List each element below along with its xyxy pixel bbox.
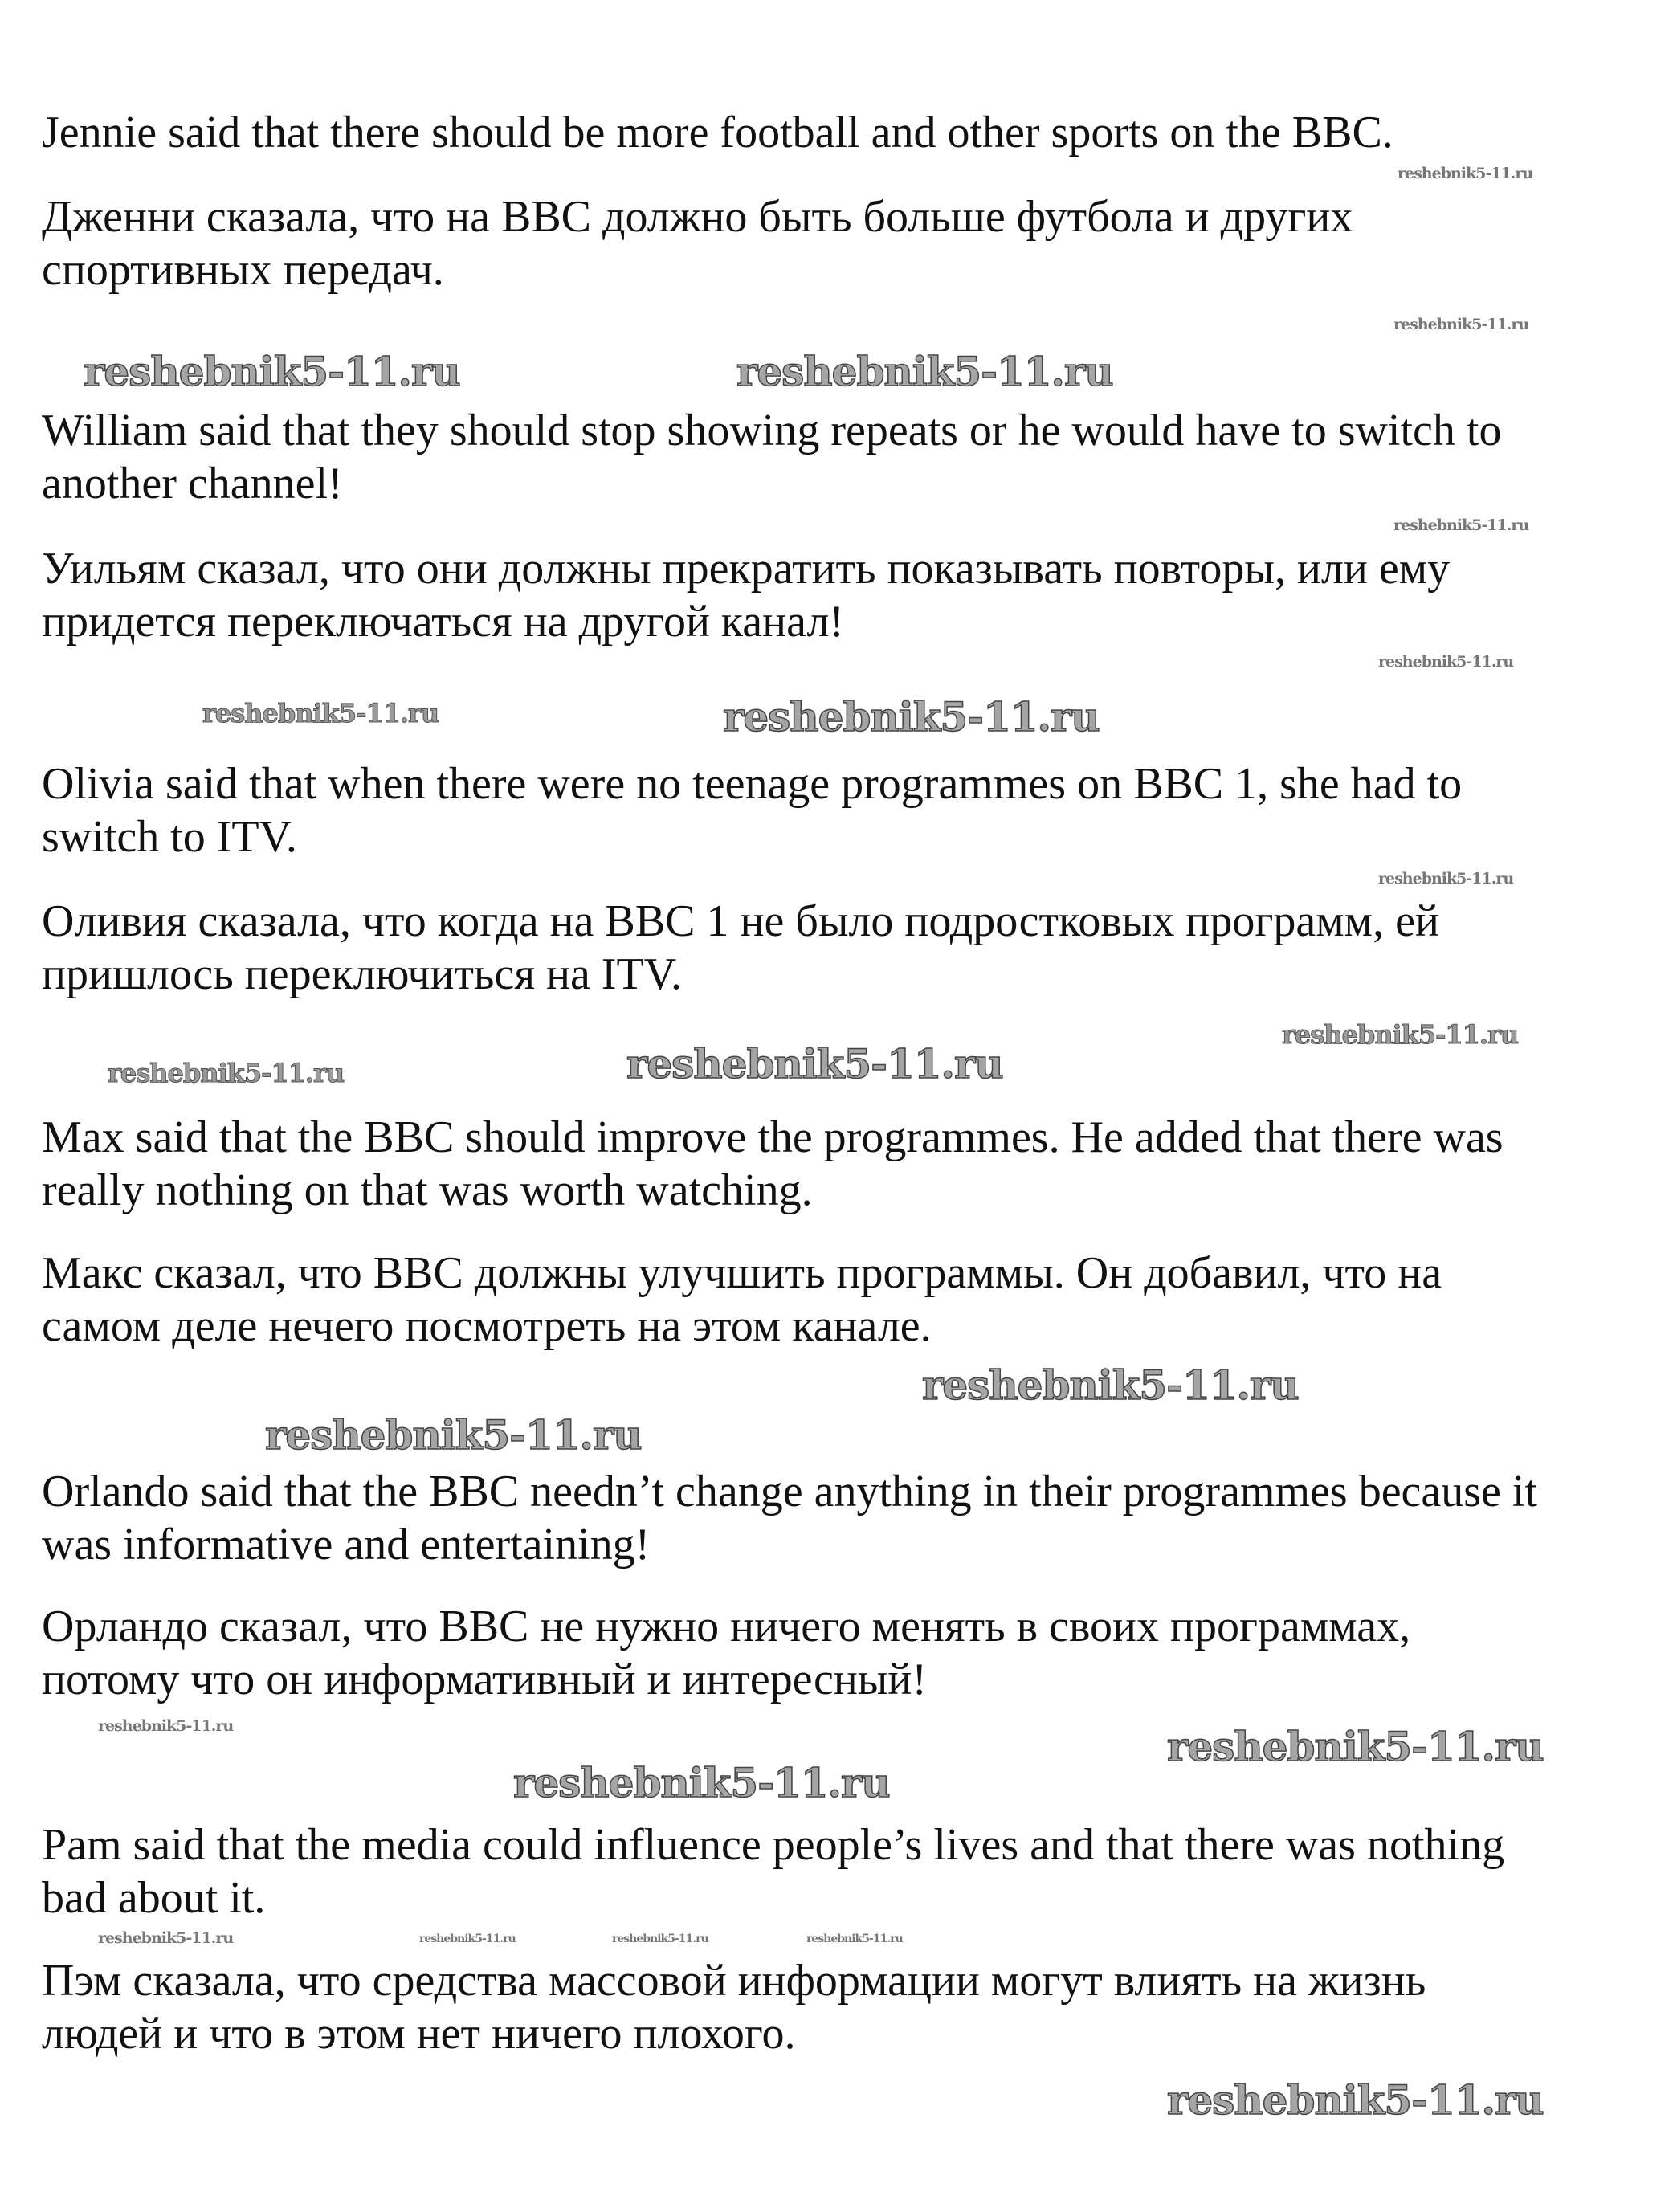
text-line: Дженни сказала, что на BBC должно быть больше футбола и других — [42, 192, 1353, 242]
paragraph-english-william — [42, 404, 1501, 510]
text-line: Оливия сказала, что когда на BBC 1 не было подростковых программ, ей — [42, 896, 1439, 946]
text-line: another channel! — [42, 459, 343, 508]
watermark: reshebnik5-11.ru — [1378, 870, 1514, 888]
paragraph-russian-william — [42, 542, 1450, 648]
watermark: reshebnik5-11.ru — [922, 1361, 1299, 1409]
paragraph-english-orlando — [42, 1465, 1537, 1571]
text-line: Орландо сказал, что BBC не нужно ничего менять в своих программах, — [42, 1602, 1411, 1651]
watermark: reshebnik5-11.ru — [1398, 165, 1533, 182]
watermark: reshebnik5-11.ru — [202, 698, 439, 728]
text-line: Уильям сказал, что они должны прекратить показывать повторы, или ему — [42, 544, 1451, 594]
text-line: bad about it. — [42, 1873, 266, 1923]
text-line: самом деле нечего посмотреть на этом канале. — [42, 1301, 932, 1351]
text-line: Max said that the BBC should improve the programmes. He added that there was — [42, 1112, 1504, 1162]
watermark: reshebnik5-11.ru — [626, 1040, 1003, 1088]
text-line: Пэм сказала, что средства массовой информации могут влиять на жизнь — [42, 1956, 1426, 2006]
text-line: потому что он информативный и интересный! — [42, 1655, 928, 1704]
paragraph-russian-max — [42, 1247, 1442, 1353]
paragraph-russian-pam — [42, 1954, 1426, 2060]
text-line: людей и что в этом нет ничего плохого. — [42, 2009, 796, 2059]
text-line: really nothing on that was worth watching. — [42, 1165, 813, 1215]
text-line: спортивных передач. — [42, 245, 444, 295]
watermark: reshebnik5-11.ru — [513, 1759, 890, 1806]
watermark: reshebnik5-11.ru — [419, 1932, 516, 1945]
watermark: reshebnik5-11.ru — [265, 1411, 642, 1459]
paragraph-english-olivia — [42, 757, 1462, 863]
watermark: reshebnik5-11.ru — [84, 348, 460, 395]
watermark: reshebnik5-11.ru — [1282, 1019, 1519, 1050]
text-line: Olivia said that when there were no teenage programmes on BBC 1, she had to — [42, 759, 1463, 809]
text-line: Orlando said that the BBC needn’t change anything in their programmes because it — [42, 1467, 1538, 1516]
watermark: reshebnik5-11.ru — [108, 1058, 345, 1088]
watermark: reshebnik5-11.ru — [612, 1932, 708, 1945]
text-line: Макс сказал, что BBC должны улучшить программы. Он добавил, что на — [42, 1248, 1442, 1298]
watermark: reshebnik5-11.ru — [1378, 653, 1514, 671]
watermark: reshebnik5-11.ru — [806, 1932, 903, 1945]
text-line: switch to ITV. — [42, 812, 297, 862]
watermark: reshebnik5-11.ru — [1393, 316, 1529, 333]
text-line: William said that they should stop showing repeats or he would have to switch to — [42, 406, 1502, 455]
watermark: reshebnik5-11.ru — [98, 1929, 234, 1947]
text-line: Jennie said that there should be more football and other sports on the BBC. — [42, 108, 1393, 157]
paragraph-english-pam — [42, 1818, 1504, 1924]
watermark: reshebnik5-11.ru — [1167, 1723, 1544, 1770]
watermark: reshebnik5-11.ru — [736, 348, 1113, 395]
watermark: reshebnik5-11.ru — [98, 1717, 234, 1735]
paragraph-russian-orlando — [42, 1600, 1410, 1706]
paragraph-russian-olivia — [42, 895, 1439, 1001]
text-line: придется переключаться на другой канал! — [42, 597, 845, 647]
watermark: reshebnik5-11.ru — [723, 693, 1100, 741]
paragraph-english-jennie — [42, 106, 1393, 159]
watermark: reshebnik5-11.ru — [1167, 2076, 1544, 2124]
text-line: пришлось переключиться на ITV. — [42, 949, 682, 999]
text-line: was informative and entertaining! — [42, 1520, 651, 1569]
paragraph-russian-jennie — [42, 190, 1353, 296]
text-line: Pam said that the media could influence people’s lives and that there was nothing — [42, 1820, 1505, 1870]
watermark: reshebnik5-11.ru — [1393, 516, 1529, 534]
paragraph-english-max — [42, 1111, 1504, 1217]
